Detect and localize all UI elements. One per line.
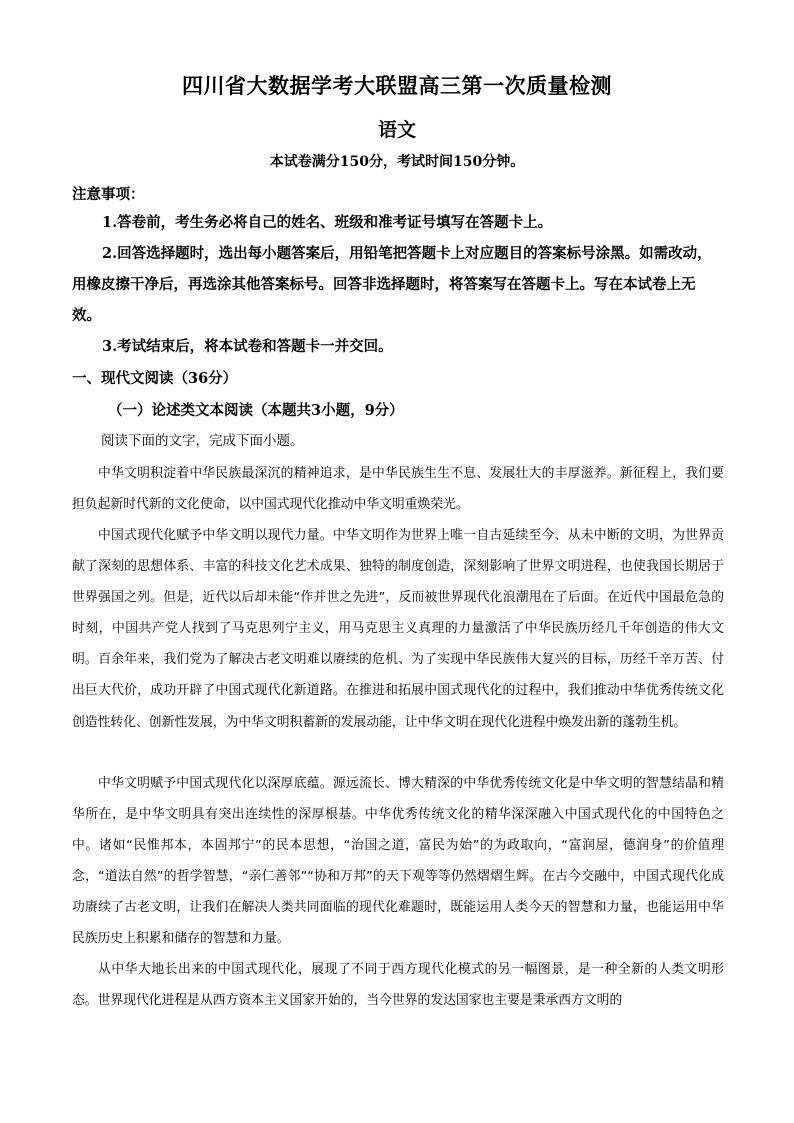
notice-item-2: 2.回答选择题时，选出每小题答案后，用铅笔把答题卡上对应题目的答案标号涂黑。如需改动，用橡皮擦干净后，再选涂其他答案标号。回答非选择题时，将答案写在答题卡上。写在本试卷上无效。 bbox=[72, 245, 712, 324]
article-paragraph: 从中华大地长出来的中国式现代化，展现了不同于西方现代化模式的另一幅图景，是一种全新的人类文明形态。世界现代化进程是从西方资本主义国家开始的，当今世界的发达国家也主要是秉承西方文明的 bbox=[72, 962, 724, 1009]
article-paragraph: 中华文明积淀着中华民族最深沉的精神追求，是中华民族生生不息、发展壮大的丰厚滋养。新征程上，我们要担负起新时代新的文化使命，以中国式现代化推动中华文明重焕荣光。 bbox=[72, 466, 724, 513]
article-paragraph: 中国式现代化赋予中华文明以现代力量。中华文明作为世界上唯一自古延续至今、从未中断的文明，为世界贡献了深刻的思想体系、丰富的科技文化艺术成果、独特的制度创造，深刻影响了世界文明进程，也使我国长期居于世界强国之列。但是，近代以后却未能“作并世之先进”，反而被世界现代化浪潮甩在了后面。在近代中国最危急的时刻，中国共产党人找到了马克思列宁主义，用马克思主义真理的力量激活了中华民族历经几千年创造的伟大文明。百余年来，我们党为了解决古老文明难以赓续的危机、为了实现中华民族伟大复兴的目标，历经千辛万苦、付出巨大代价，成功开辟了中国式现代化新道路。在推进和拓展中国式现代化的过程中，我们推动中华优秀传统文化创造性转化、创新性发展，为中华文明积蓄新的发展动能，让中华文明在现代化进程中焕发出新的蓬勃生机。 bbox=[72, 528, 724, 730]
article-paragraph: 中华文明赋予中国式现代化以深厚底蕴。源远流长、博大精深的中华优秀传统文化是中华文明的智慧结晶和精华所在，是中华文明具有突出连续性的深厚根基。中华优秀传统文化的精华深深融入中国式现代化的中国特色之中。诸如“民惟邦本，本固邦宁”的民本思想，“治国之道，富民为始”的为政取向，“富润屋，德润身”的价值理念，“道法自然”的哲学智慧，“亲仁善邻”“协和万邦”的天下观等等仍然熠熠生辉。在古今交融中，中国式现代化成功赓续了古老文明，让我们在解决人类共同面临的现代化难题时，既能运用人类今天的智慧和力量，也能运用中华民族历史上积累和储存的智慧和力量。 bbox=[72, 776, 724, 947]
section-heading: 一、现代文阅读（36分） bbox=[72, 370, 238, 387]
notice-item-3: 3.考试结束后，将本试卷和答题卡一并交回。 bbox=[102, 338, 393, 355]
document-title: 四川省大数据学考大联盟高三第一次质量检测 bbox=[182, 73, 612, 98]
reading-instruction: 阅读下面的文字，完成下面小题。 bbox=[101, 433, 304, 449]
notice-heading: 注意事项： bbox=[72, 186, 145, 203]
sub-section-heading: （一）论述类文本阅读（本题共3小题，9分） bbox=[108, 402, 404, 419]
subject-title: 语文 bbox=[377, 119, 416, 141]
notice-item-1: 1.答卷前，考生务必将自己的姓名、班级和准考证号填写在答题卡上。 bbox=[102, 214, 553, 231]
exam-info: 本试卷满分150分，考试时间150分钟。 bbox=[269, 154, 525, 170]
